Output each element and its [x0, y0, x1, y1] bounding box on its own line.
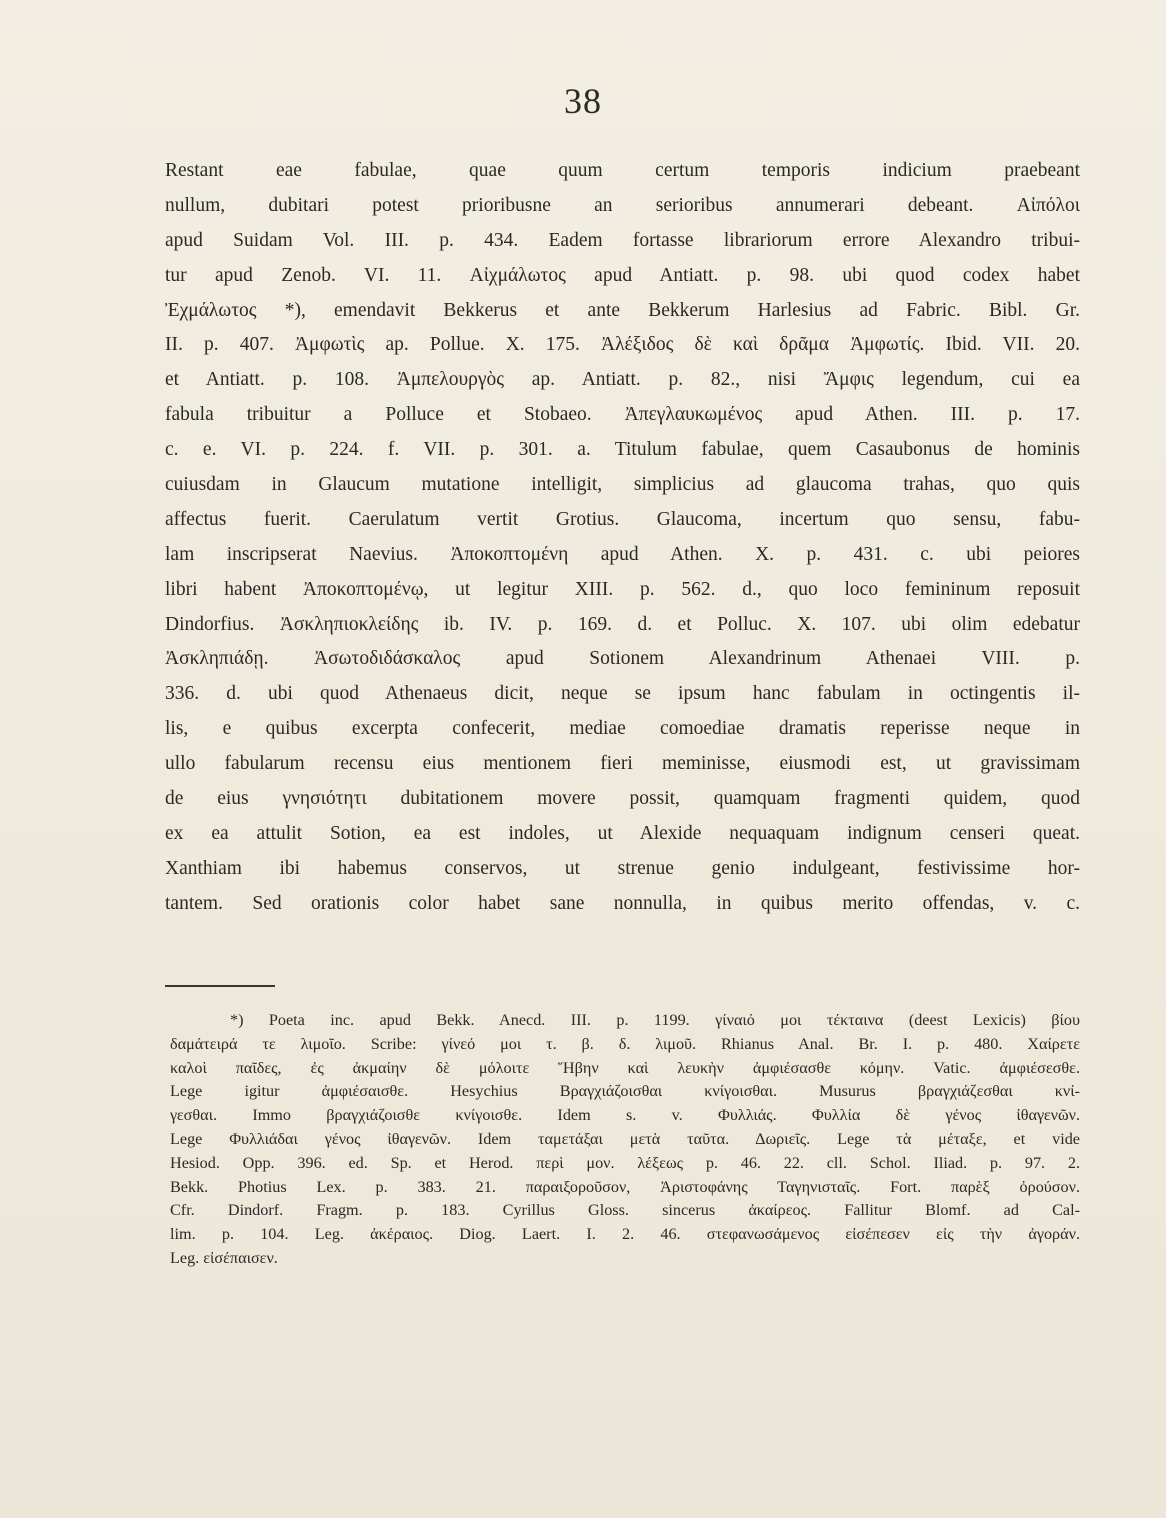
footnote	[170, 1009, 1080, 1271]
text-line: 336. d. ubi quod Athenaeus dicit, neque se ipsum hanc fabulam in octingentis il-	[165, 683, 1080, 705]
footnote-line: Bekk. Photius Lex. p. 383. 21. παραιξοροῦσον, Ἀριστοφάνης Ταγηνισταῖς. Fort. παρὲξ ὀρούσον.	[170, 1177, 1080, 1196]
footnote-rule	[165, 985, 275, 987]
footnote-line: Leg. εἰσέπαισεν.	[170, 1248, 278, 1267]
text-line: tantem. Sed orationis color habet sane nonnulla, in quibus merito offendas, v. c.	[165, 892, 1080, 914]
text-line: Ἐχμάλωτος *), emendavit Bekkerus et ante Bekkerum Harlesius ad Fabric. Bibl. Gr.	[165, 299, 1080, 321]
text-line: cuiusdam in Glaucum mutatione intelligit, simplicius ad glaucoma trahas, quo quis	[165, 474, 1080, 496]
text-line: ex ea attulit Sotion, ea est indoles, ut Alexide nequaquam indignum censeri queat.	[165, 822, 1080, 844]
text-line: affectus fuerit. Caerulatum vertit Grotius. Glaucoma, incertum quo sensu, fabu-	[165, 508, 1080, 530]
main-text	[165, 154, 1080, 922]
footnote-line: Lege Φυλλιάδαι γένος ἰθαγενῶν. Idem ταμετάξαι μετὰ ταῦτα. Δωριεῖς. Lege τὰ μέταξε, et vide	[170, 1129, 1080, 1148]
text-line: de eius γνησιότητι dubitationem movere possit, quamquam fragmenti quidem, quod	[165, 788, 1080, 810]
footnote-line: γεσθαι. Immo βραγχιάζοισθε κνίγοισθε. Idem s. v. Φυλλιάς. Φυλλία δὲ γένος ἰθαγενῶν.	[170, 1106, 1080, 1125]
text-line: tur apud Zenob. VI. 11. Αἰχμάλωτος apud Antiatt. p. 98. ubi quod codex habet	[165, 264, 1080, 286]
text-line: Dindorfius. Ἀσκληπιοκλείδης ib. IV. p. 169. d. et Polluc. X. 107. ubi olim edebatur	[165, 613, 1080, 635]
footnote-line: Lege igitur ἀμφιέσαισθε. Hesychius Βραγχιάζοισθαι κνίγοισθαι. Musurus βραγχιάζεσθαι κνί-	[170, 1082, 1080, 1101]
text-line: ullo fabularum recensu eius mentionem fieri meminisse, eiusmodi est, ut gravissimam	[165, 753, 1080, 775]
footnote-line: καλοὶ παῖδες, ἐς ἀκμαίην δὲ μόλοιτε Ἥβην καὶ λευκὴν ἀμφιέσασθε κόμην. Vatic. ἀμφιέσεσθε.	[170, 1058, 1080, 1077]
footnote-line: δαμάτειρά τε λιμοῖο. Scribe: γίνεό μοι τ. β. δ. λιμοῦ. Rhianus Anal. Br. I. p. 480. Χαίρετε	[170, 1034, 1080, 1053]
text-line: Restant eae fabulae, quae quum certum temporis indicium praebeant	[165, 160, 1080, 181]
text-line: II. p. 407. Ἀμφωτὶς ap. Pollue. X. 175. Ἀλέξιδος δὲ καὶ δρᾶμα Ἀμφωτίς. Ibid. VII. 20.	[165, 334, 1080, 356]
text-line: c. e. VI. p. 224. f. VII. p. 301. a. Titulum fabulae, quem Casaubonus de hominis	[165, 439, 1080, 461]
text-line: Ἀσκληπιάδῃ. Ἀσωτοδιδάσκαλος apud Sotionem Alexandrinum Athenaei VIII. p.	[165, 648, 1080, 670]
footnote-line: Hesiod. Opp. 396. ed. Sp. et Herod. περὶ μον. λέξεως p. 46. 22. cll. Schol. Iliad. p. 97. 2.	[170, 1153, 1080, 1172]
text-line: et Antiatt. p. 108. Ἀμπελουργὸς ap. Antiatt. p. 82., nisi Ἄμφις legendum, cui ea	[165, 369, 1080, 391]
text-line: nullum, dubitari potest prioribusne an serioribus annumerari debeant. Αἰπόλοι	[165, 194, 1080, 216]
text-line: fabula tribuitur a Polluce et Stobaeo. Ἀπεγλαυκωμένος apud Athen. III. p. 17.	[165, 404, 1080, 426]
text-line: Xanthiam ibi habemus conservos, ut strenue genio indulgeant, festivissime hor-	[165, 857, 1080, 879]
page-number: 38	[564, 81, 602, 121]
text-line: libri habent Ἀποκοπτομένῳ, ut legitur XIII. p. 562. d., quo loco femininum reposuit	[165, 578, 1080, 600]
footnote-line: lim. p. 104. Leg. ἀκέραιος. Diog. Laert. I. 2. 46. στεφανωσάμενος εἰσέπεσεν εἰς τὴν ἀγοράν.	[170, 1225, 1080, 1244]
text-line: lam inscripserat Naevius. Ἀποκοπτομένη apud Athen. X. p. 431. c. ubi peiores	[165, 543, 1080, 565]
text-line: apud Suidam Vol. III. p. 434. Eadem fortasse librariorum errore Alexandro tribui-	[165, 229, 1080, 251]
text-line: lis, e quibus excerpta confecerit, mediae comoediae dramatis reperisse neque in	[165, 718, 1080, 740]
footnote-line: Cfr. Dindorf. Fragm. p. 183. Cyrillus Gloss. sincerus ἀκαίρεος. Fallitur Blomf. ad Cal-	[170, 1201, 1080, 1220]
footnote-line: *) Poeta inc. apud Bekk. Anecd. III. p. 1199. γίναιό μοι τέκταινα (deest Lexicis) βίου	[230, 1011, 1080, 1029]
